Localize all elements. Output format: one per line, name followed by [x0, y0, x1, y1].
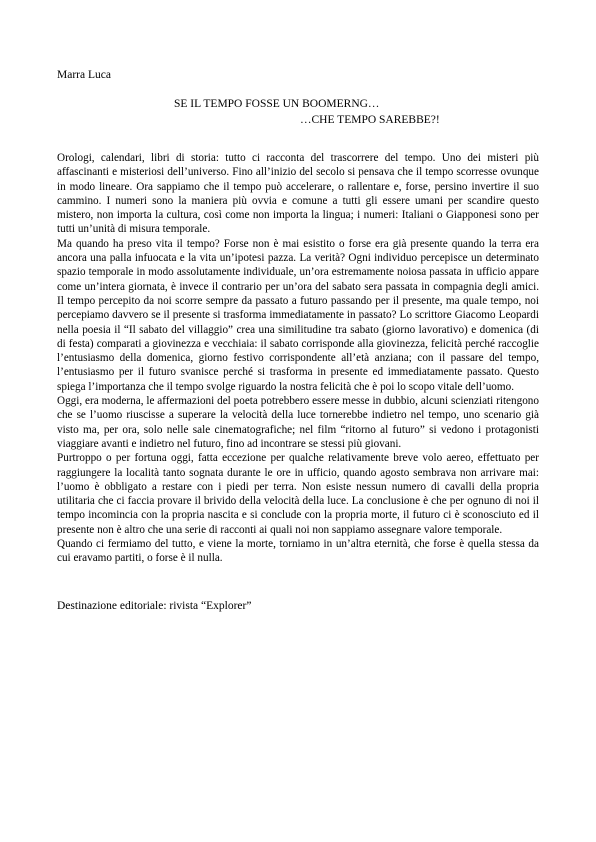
author-name: Marra Luca: [57, 69, 111, 81]
paragraph: Ma quando ha preso vita il tempo? Forse non è mai esistito o forse era già presente quando la terra era ancora una palla infuocata e la vita un’ipotesi pazza. La verità? Ogni individuo percepisce un determinato spazio temporale in modo assolutamente individuale, un’ora estremamente noiosa passata in ufficio appare come un’intera giornata, è invece il contrario per un’ora del sabato sera passata in compagnia degli amici. Il tempo percepito da noi scorre sempre da passato a futuro passando per il presente, ma quale tempo, noi percepiamo davvero se il presente si trasforma immediatamente in passato? Lo scrittore Giacomo Leopardi nella poesia il “Il sabato del villaggio” crea una similitudine tra sabato (giorno lavorativo) e domenica (di di festa) comparati a giovinezza e vecchiaia: il sabato corrisponde alla giovinezza, felicità perché raccoglie l’entusiasmo della domenica, giorno festivo corrispondente all’età anziana; con il passare del tempo, l’entusiasmo per il futuro svanisce perché si trasforma in presente ed immediatamente passato. Questo spiega l’importanza che il tempo svolge riguardo la nostra felicità che è poi lo scopo vitale dell’uomo.: [57, 237, 539, 393]
paragraph: Oggi, era moderna, le affermazioni del poeta potrebbero essere messe in dubbio, alcuni scienziati ritengono che se l’uomo riuscisse a superare la velocità della luce tornerebbe indietro nel tempo, uno scenario già visto ma, per ora, solo nelle sale cinematografiche; nel film “ritorno al futuro” si vedono i protagonisti viaggiare avanti e indietro nel futuro, fino ad incontrare se stessi più giovani.: [57, 395, 539, 450]
paragraph: Orologi, calendari, libri di storia: tutto ci racconta del trascorrere del tempo. Uno dei misteri più affascinanti e misteriosi dell’universo. Fino all’inizio del secolo si pensava che il tempo scorresse ovunque in modo lineare. Ora sappiamo che il tempo può accelerare, o rallentare e, forse, persino invertire il suo cammino. I numeri sono la maniera più ovvia e comune a tutti gli essere umani per scandire questo mistero, non importa la cultura, così come non importa la lingua; i numeri: Italiani o Giapponesi sono per tutti un’unità di misura temporale.: [57, 152, 539, 236]
title-line-2: …CHE TEMPO SAREBBE?!: [300, 114, 440, 126]
paragraph: Quando ci fermiamo del tutto, e viene la morte, torniamo in un’altra eternità, che forse è quella stessa da cui eravamo partiti, o forse è il nulla.: [57, 538, 539, 565]
paragraph: Purtroppo o per fortuna oggi, fatta eccezione per qualche relativamente breve volo aereo, effettuato per raggiungere la località tanto sognata durante le ore in ufficio, quando agosto sembrava non arrivare mai: l’uomo è obbligato a restare con i piedi per terra. Non esiste nessun numero di cavalli della propria utilitaria che ci faccia provare il brivido della velocità della luce. La conclusione è che per ognuno di noi il tempo incomincia con la propria nascita e si conclude con la propria morte, il futuro ci è sconosciuto ed il presente non è altro che una serie di racconti ai quali noi non sappiamo assegnare valore temporale.: [57, 452, 539, 536]
editorial-destination: Destinazione editoriale: rivista “Explorer”: [57, 600, 252, 612]
article-body: [57, 151, 539, 566]
title-line-1: SE IL TEMPO FOSSE UN BOOMERNG…: [174, 98, 380, 110]
